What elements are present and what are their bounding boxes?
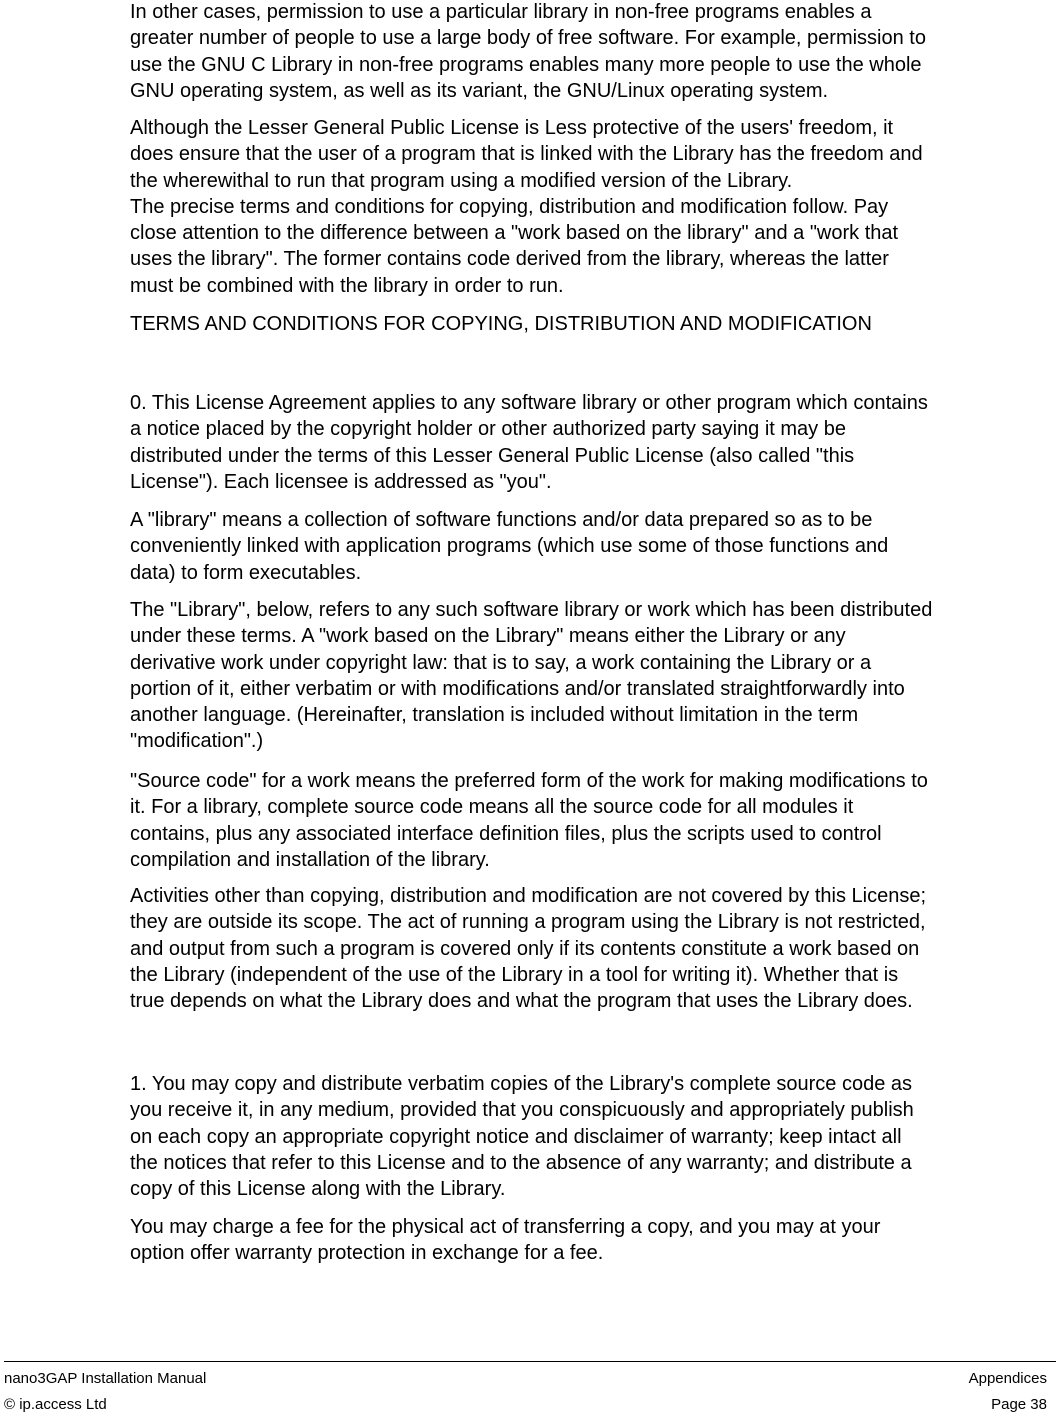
footer-doc-title: nano3GAP Installation Manual bbox=[4, 1370, 207, 1387]
text-line: 0. This License Agreement applies to any software library or other program which contains bbox=[130, 392, 928, 414]
text-line: copy of this License along with the Library. bbox=[130, 1178, 506, 1201]
paragraph-library-permission bbox=[130, 0, 926, 104]
footer-copyright: © ip.access Ltd bbox=[4, 1396, 107, 1413]
paragraph-library-definition bbox=[130, 507, 888, 586]
text-line: the wherewithal to run that program using a modified version of the Library. bbox=[130, 169, 793, 192]
section-heading bbox=[130, 311, 872, 337]
text-line: must be combined with the library in order to run. bbox=[130, 274, 564, 297]
text-line: another language. (Hereinafter, translation is included without limitation in the term bbox=[130, 704, 859, 727]
text-line: under these terms. A "work based on the Library" means either the Library or any bbox=[130, 625, 846, 648]
text-line: contains, plus any associated interface definition files, plus the scripts used to control bbox=[130, 822, 882, 845]
text-line: In other cases, permission to use a particular library in non-free programs enables a bbox=[130, 1, 872, 23]
text-line: The precise terms and conditions for copying, distribution and modification follow. Pay bbox=[130, 195, 889, 218]
text-line: 1. You may copy and distribute verbatim copies of the Library's complete source code as bbox=[130, 1073, 913, 1095]
text-line: the notices that refer to this License and to the absence of any warranty; and distribute a bbox=[130, 1151, 912, 1174]
text-line: "Source code" for a work means the preferred form of the work for making modifications to bbox=[130, 770, 928, 792]
paragraph-clause-1 bbox=[130, 1071, 914, 1202]
text-line: You may charge a fee for the physical act of transferring a copy, and you may at your bbox=[130, 1216, 881, 1238]
text-line: option offer warranty protection in exchange for a fee. bbox=[130, 1242, 604, 1265]
text-line: compilation and installation of the library. bbox=[130, 848, 490, 871]
paragraph-work-based-on-library bbox=[130, 597, 932, 755]
footer-section: Appendices bbox=[968, 1370, 1047, 1387]
text-line: does ensure that the user of a program that is linked with the Library has the freedom and bbox=[130, 143, 923, 166]
text-line: GNU operating system, as well as its variant, the GNU/Linux operating system. bbox=[130, 79, 829, 102]
text-line: derivative work under copyright law: that is to say, a work containing the Library or a bbox=[130, 651, 872, 674]
text-line: use the GNU C Library in non-free programs enables many more people to use the whole bbox=[130, 53, 922, 76]
text-line: "modification".) bbox=[130, 730, 264, 753]
text-line: portion of it, either verbatim or with modifications and/or translated straightforwardly into bbox=[130, 677, 905, 700]
text-line: the Library (independent of the use of the Library in a tool for writing it). Whether that is bbox=[130, 963, 899, 986]
text-line: on each copy an appropriate copyright notice and disclaimer of warranty; keep intact all bbox=[130, 1125, 902, 1148]
text-line: distributed under the terms of this Lesser General Public License (also called "this bbox=[130, 444, 855, 467]
text-line: greater number of people to use a large body of free software. For example, permission to bbox=[130, 27, 926, 50]
paragraph-activities-scope bbox=[130, 883, 926, 1014]
footer-page-number: Page 38 bbox=[991, 1396, 1047, 1413]
text-line: close attention to the difference between a "work based on the library" and a "work that bbox=[130, 222, 899, 245]
text-line: License"). Each licensee is addressed as "you". bbox=[130, 470, 552, 493]
text-line: The "Library", below, refers to any such software library or work which has been distributed bbox=[130, 599, 933, 621]
heading-text: TERMS AND CONDITIONS FOR COPYING, DISTRIBUTION AND MODIFICATION bbox=[130, 313, 872, 335]
paragraph-fee bbox=[130, 1214, 880, 1267]
text-line: uses the library". The former contains code derived from the library, whereas the latter bbox=[130, 248, 889, 271]
paragraph-source-code bbox=[130, 768, 928, 873]
text-line: Although the Lesser General Public License is Less protective of the users' freedom, it bbox=[130, 117, 894, 139]
text-line: conveniently linked with application programs (which use some of those functions and bbox=[130, 535, 889, 558]
footer-divider bbox=[4, 1361, 1056, 1362]
text-line: A "library" means a collection of software functions and/or data prepared so as to be bbox=[130, 509, 873, 531]
text-line: they are outside its scope. The act of running a program using the Library is not restricted, bbox=[130, 911, 926, 934]
paragraph-clause-0 bbox=[130, 390, 928, 495]
text-line: Activities other than copying, distribution and modification are not covered by this License; bbox=[130, 885, 926, 907]
text-line: it. For a library, complete source code means all the source code for all modules it bbox=[130, 796, 854, 819]
paragraph-lgpl-protection bbox=[130, 115, 923, 299]
text-line: data) to form executables. bbox=[130, 561, 362, 584]
text-line: you receive it, in any medium, provided that you conspicuously and appropriately publish bbox=[130, 1099, 914, 1122]
text-line: a notice placed by the copyright holder or other authorized party saying it may be bbox=[130, 418, 846, 441]
text-line: true depends on what the Library does and what the program that uses the Library does. bbox=[130, 990, 913, 1013]
text-line: and output from such a program is covered only if its contents constitute a work based on bbox=[130, 937, 920, 960]
